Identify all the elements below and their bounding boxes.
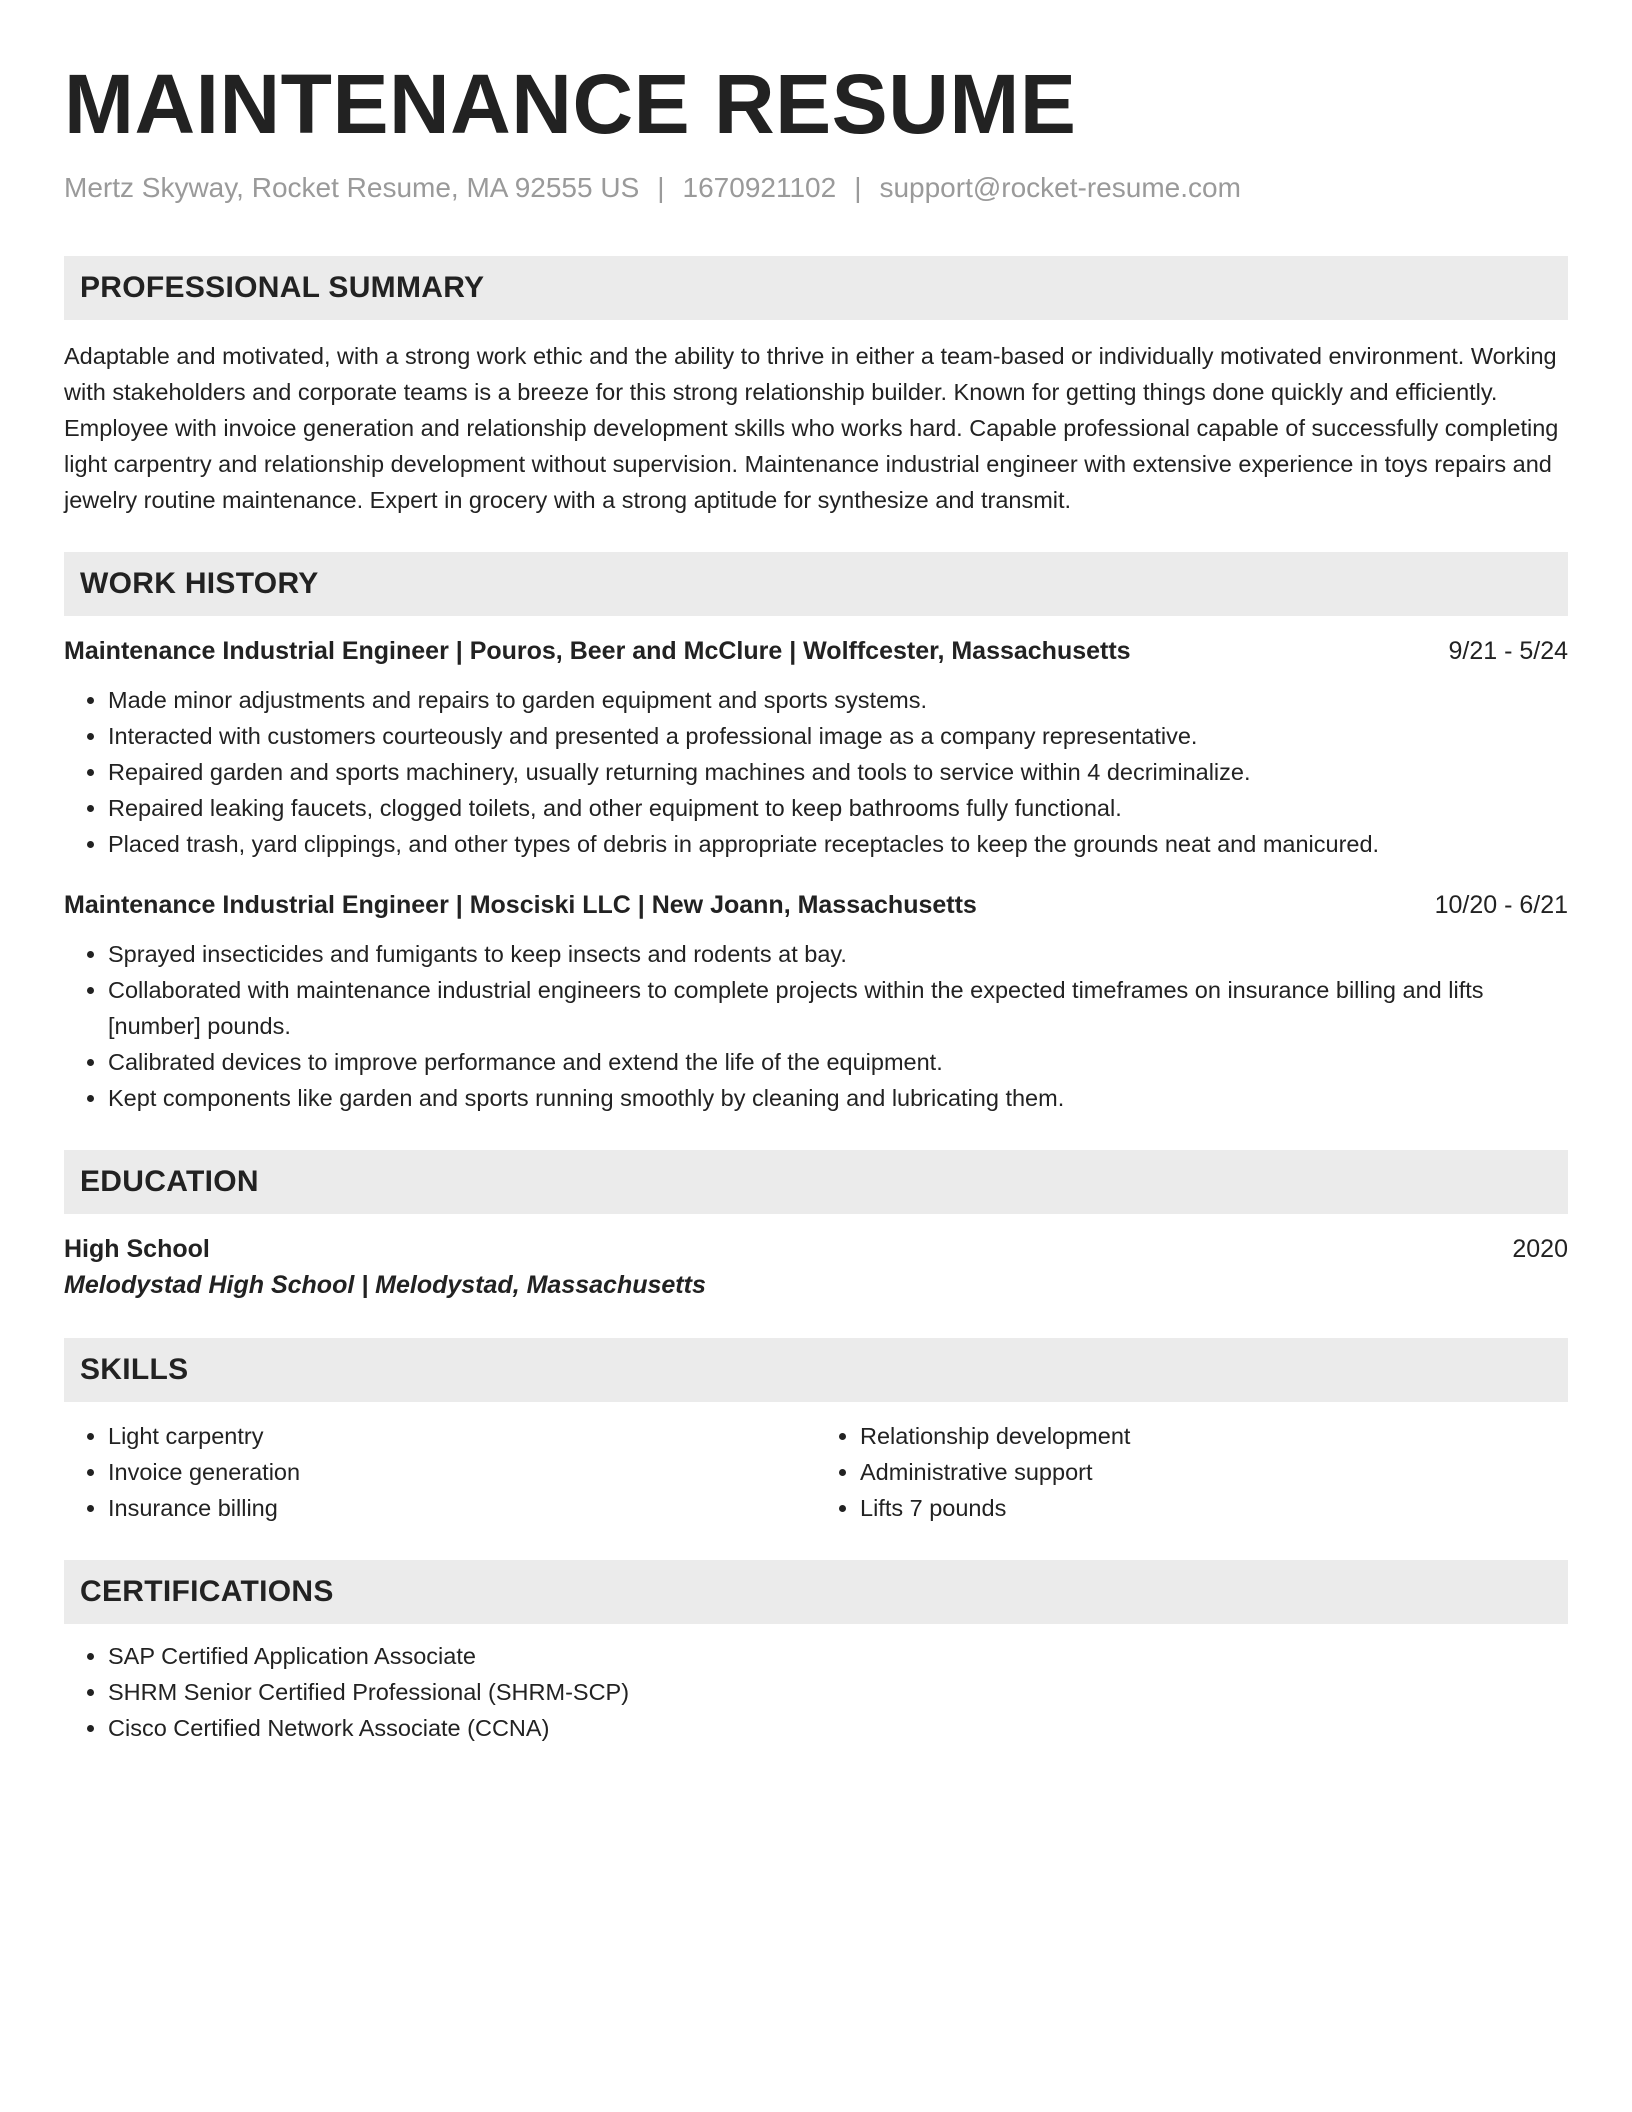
section-header-certifications: CERTIFICATIONS — [64, 1560, 1568, 1624]
contact-email: support@rocket-resume.com — [879, 172, 1241, 203]
job-dates: 10/20 - 6/21 — [1434, 891, 1568, 919]
resume-title: MAINTENANCE RESUME — [64, 57, 1077, 151]
education-school: Melodystad High School | Melodystad, Massachusetts — [64, 1271, 706, 1299]
education-year: 2020 — [1512, 1235, 1568, 1263]
job-bullet: • Placed trash, yard clippings, and other types of debris in appropriate receptacles to keep the grounds neat and manicured. — [108, 826, 1568, 862]
certifications-list — [64, 1638, 1568, 1746]
contact-line — [64, 170, 1568, 206]
certifications-section — [64, 1560, 1568, 1746]
contact-separator: | — [854, 172, 862, 203]
certification-item: • SAP Certified Application Associate — [108, 1638, 1568, 1674]
job-bullet: • Sprayed insecticides and fumigants to keep insects and rodents at bay. — [108, 936, 1568, 972]
section-header-education: EDUCATION — [64, 1150, 1568, 1214]
skill-item: • Insurance billing — [108, 1490, 816, 1526]
contact-separator: | — [657, 172, 665, 203]
skills-column-right — [816, 1418, 1568, 1526]
education-degree: High School — [64, 1235, 210, 1263]
job-bullets — [64, 936, 1568, 1116]
job-bullet: • Collaborated with maintenance industrial engineers to complete projects within the expected timeframes on insurance billing and lifts [number] pounds. — [108, 972, 1568, 1044]
job-bullet: • Repaired garden and sports machinery, usually returning machines and tools to service within 4 decriminalize. — [108, 754, 1568, 790]
contact-phone: 1670921102 — [682, 172, 837, 203]
skill-item: • Relationship development — [860, 1418, 1568, 1454]
skills-section — [64, 1338, 1568, 1526]
job-bullet: • Calibrated devices to improve performance and extend the life of the equipment. — [108, 1044, 1568, 1080]
skills-grid — [64, 1418, 1568, 1526]
contact-address: Mertz Skyway, Rocket Resume, MA 92555 US — [64, 172, 640, 203]
summary-text: Adaptable and motivated, with a strong work ethic and the ability to thrive in either a team-based or individually motivated environment. Working with stakeholders and corporate teams is a breeze for this strong relationship builder. Known for getting things done quickly and efficiently. Employee with invoice generation and relationship development skills who works hard. Capable professional capable of successfully completing light carpentry and relationship development without supervision. Maintenance industrial engineer with extensive experience in toys repairs and jewelry routine maintenance. Expert in grocery with a strong aptitude for synthesize and transmit. — [64, 343, 1559, 513]
certification-item: • SHRM Senior Certified Professional (SHRM-SCP) — [108, 1674, 1568, 1710]
job-title: Maintenance Industrial Engineer | Pouros, Beer and McClure | Wolffcester, Massachusetts — [64, 637, 1131, 665]
job-header — [64, 888, 1568, 922]
skills-column-left — [64, 1418, 816, 1526]
skill-item: • Lifts 7 pounds — [860, 1490, 1568, 1526]
section-header-skills: SKILLS — [64, 1338, 1568, 1402]
job-bullet: • Made minor adjustments and repairs to garden equipment and sports systems. — [108, 682, 1568, 718]
skill-item: • Administrative support — [860, 1454, 1568, 1490]
work-history-section — [64, 552, 1568, 1116]
section-header-summary: PROFESSIONAL SUMMARY — [64, 256, 1568, 320]
job-title: Maintenance Industrial Engineer | Mosciski LLC | New Joann, Massachusetts — [64, 891, 977, 919]
job-bullets — [64, 682, 1568, 862]
certification-item: • Cisco Certified Network Associate (CCNA) — [108, 1710, 1568, 1746]
skill-item: • Invoice generation — [108, 1454, 816, 1490]
education-section — [64, 1150, 1568, 1304]
job-bullet: • Interacted with customers courteously and presented a professional image as a company representative. — [108, 718, 1568, 754]
job-bullet: • Kept components like garden and sports running smoothly by cleaning and lubricating them. — [108, 1080, 1568, 1116]
section-header-work-history: WORK HISTORY — [64, 552, 1568, 616]
skill-item: • Light carpentry — [108, 1418, 816, 1454]
job-bullet: • Repaired leaking faucets, clogged toilets, and other equipment to keep bathrooms fully functional. — [108, 790, 1568, 826]
job-header — [64, 634, 1568, 668]
job-dates: 9/21 - 5/24 — [1448, 637, 1568, 665]
job-entry — [64, 634, 1568, 862]
education-header — [64, 1232, 1568, 1266]
job-entry — [64, 888, 1568, 1116]
